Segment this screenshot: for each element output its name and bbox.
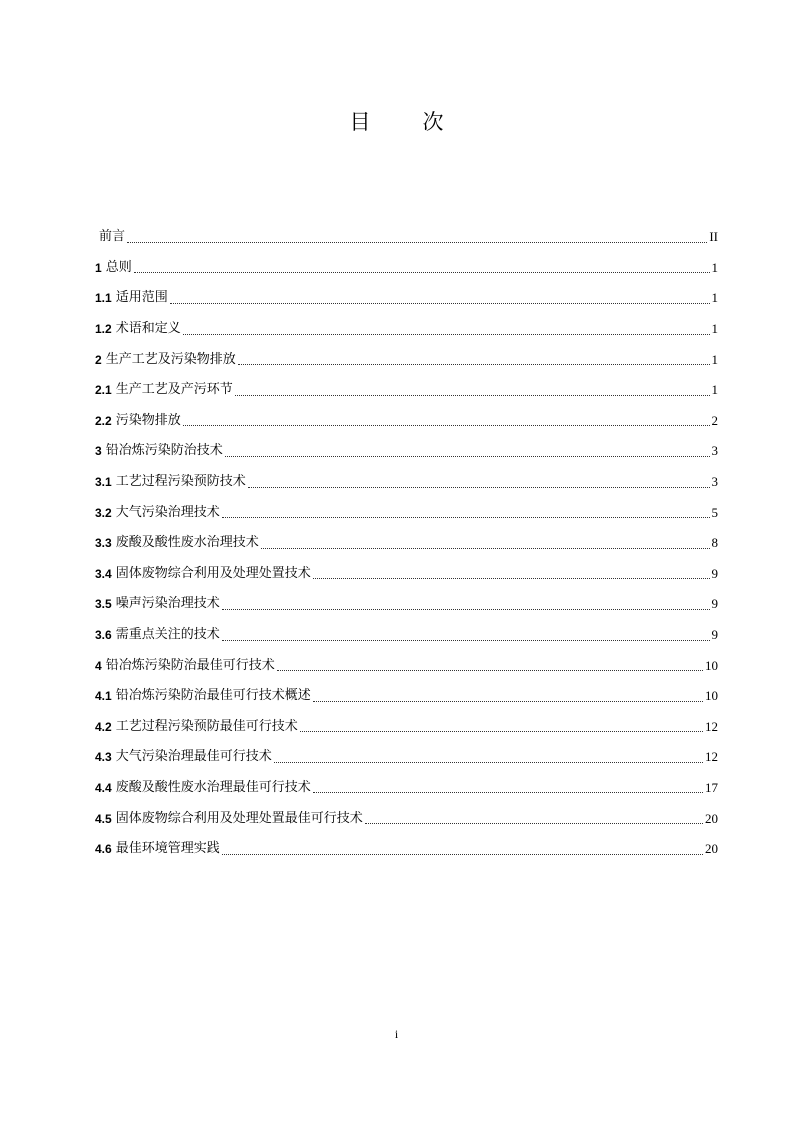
- toc-entry-page: 20: [705, 841, 718, 857]
- toc-dot-leader: [261, 547, 710, 549]
- toc-dot-leader: [134, 271, 710, 273]
- toc-entry-label: 固体废物综合利用及处理处置最佳可行技术: [115, 810, 363, 826]
- toc-entry-page: 17: [705, 779, 718, 795]
- toc-entry-number: 4.1: [95, 689, 112, 704]
- toc-entry[interactable]: [95, 222, 718, 253]
- toc-dot-leader: [274, 761, 703, 763]
- toc-entry-number: 3.1: [95, 475, 112, 490]
- toc-entry-label: 生产工艺及污染物排放: [105, 351, 236, 367]
- toc-dot-leader: [238, 363, 710, 365]
- toc-entry-page: 2: [711, 412, 718, 428]
- toc-entry[interactable]: [95, 375, 718, 406]
- toc-entry-number: 3.5: [95, 597, 112, 612]
- toc-dot-leader: [313, 577, 710, 579]
- toc-entry[interactable]: [95, 742, 718, 773]
- toc-entry-page: 20: [705, 810, 718, 826]
- toc-entry[interactable]: [95, 650, 718, 681]
- toc-entry-number: 1: [95, 260, 102, 275]
- toc-entry-page: 1: [711, 321, 718, 337]
- toc-dot-leader: [313, 700, 703, 702]
- toc-entry-number: 1.1: [95, 291, 112, 306]
- toc-entry[interactable]: [95, 773, 718, 804]
- toc-dot-leader: [222, 639, 710, 641]
- toc-entry-page: 3: [711, 474, 718, 490]
- toc-entry-label: 铅冶炼污染防治最佳可行技术概述: [115, 688, 311, 704]
- toc-entry-label: 大气污染治理最佳可行技术: [115, 749, 272, 765]
- toc-entry-page: 1: [711, 290, 718, 306]
- toc-entry[interactable]: [95, 436, 718, 467]
- toc-entry-number: 4.6: [95, 842, 112, 857]
- toc-entry[interactable]: [95, 314, 718, 345]
- toc-entry-page: 10: [705, 688, 718, 704]
- toc-entry[interactable]: [95, 620, 718, 651]
- toc-dot-leader: [225, 455, 710, 457]
- toc-entry-page: 10: [705, 657, 718, 673]
- toc-entry-number: 4.5: [95, 811, 112, 826]
- toc-entry[interactable]: [95, 253, 718, 284]
- page-title-part2: 次: [422, 110, 444, 134]
- toc-entry-page: 12: [705, 718, 718, 734]
- toc-dot-leader: [222, 853, 703, 855]
- toc-entry-label: 废酸及酸性废水治理最佳可行技术: [115, 779, 311, 795]
- toc-entry[interactable]: [95, 497, 718, 528]
- toc-entry-label: 总则: [105, 259, 132, 275]
- toc-entry[interactable]: [95, 406, 718, 437]
- toc-entry-number: 4: [95, 658, 102, 673]
- toc-dot-leader: [235, 394, 710, 396]
- toc-entry-label: 最佳环境管理实践: [115, 841, 220, 857]
- toc-entry-label: 铅冶炼污染防治最佳可行技术: [105, 657, 275, 673]
- page-title: [0, 108, 793, 136]
- toc-entry-page: 3: [711, 443, 718, 459]
- toc-entry-number: 3.4: [95, 566, 112, 581]
- toc-entry[interactable]: [95, 681, 718, 712]
- toc-dot-leader: [183, 333, 710, 335]
- toc-entry-label: 固体废物综合利用及处理处置技术: [115, 565, 311, 581]
- toc-entry[interactable]: [95, 589, 718, 620]
- toc-dot-leader: [300, 730, 703, 732]
- toc-entry-label: 工艺过程污染预防最佳可行技术: [115, 718, 298, 734]
- toc-entry-page: 9: [711, 596, 718, 612]
- toc-dot-leader: [170, 302, 710, 304]
- toc-entry[interactable]: [95, 528, 718, 559]
- toc-entry[interactable]: [95, 283, 718, 314]
- toc-entry-label: 适用范围: [115, 290, 168, 306]
- toc-entry-page: 8: [711, 535, 718, 551]
- toc-entry-number: 2.1: [95, 383, 112, 398]
- toc-dot-leader: [222, 516, 710, 518]
- toc-entry[interactable]: [95, 834, 718, 865]
- toc-entry-label: 废酸及酸性废水治理技术: [115, 535, 259, 551]
- toc-entry-page: 9: [711, 627, 718, 643]
- toc-entry[interactable]: [95, 467, 718, 498]
- toc-entry-label: 大气污染治理技术: [115, 504, 220, 520]
- toc-entry-page: 1: [711, 382, 718, 398]
- toc-dot-leader: [277, 669, 703, 671]
- toc-entry-label: 铅冶炼污染防治技术: [105, 443, 223, 459]
- toc-entry-number: 2: [95, 352, 102, 367]
- toc-entry-label: 术语和定义: [115, 321, 181, 337]
- toc-dot-leader: [248, 486, 710, 488]
- toc-entry-page: 5: [711, 504, 718, 520]
- toc-entry-page: 1: [711, 351, 718, 367]
- toc-entry-number: 3.3: [95, 536, 112, 551]
- page-title-part1: 目: [349, 110, 371, 134]
- toc-dot-leader: [183, 424, 710, 426]
- toc-entry-label: 生产工艺及产污环节: [115, 382, 233, 398]
- toc-entry-label: 工艺过程污染预防技术: [115, 474, 246, 490]
- toc-entry-page: II: [709, 229, 718, 245]
- toc-entry-number: 1.2: [95, 322, 112, 337]
- toc-entry[interactable]: [95, 712, 718, 743]
- toc-entry-number: 3: [95, 444, 102, 459]
- toc-dot-leader: [222, 608, 710, 610]
- toc-dot-leader: [127, 241, 707, 243]
- toc-entry[interactable]: [95, 559, 718, 590]
- toc-entry-page: 12: [705, 749, 718, 765]
- toc-entry-label: 噪声污染治理技术: [115, 596, 220, 612]
- toc-entry[interactable]: [95, 344, 718, 375]
- table-of-contents: [95, 222, 718, 864]
- toc-entry-label: 需重点关注的技术: [115, 627, 220, 643]
- toc-entry[interactable]: [95, 803, 718, 834]
- toc-entry-number: 4.2: [95, 719, 112, 734]
- toc-entry-number: 2.2: [95, 413, 112, 428]
- toc-entry-number: 4.4: [95, 780, 112, 795]
- toc-entry-label: 污染物排放: [115, 412, 181, 428]
- toc-dot-leader: [365, 822, 703, 824]
- page-number: i: [394, 1027, 399, 1041]
- toc-entry-label: 前言: [99, 229, 126, 245]
- toc-entry-page: 9: [711, 565, 718, 581]
- toc-entry-number: 3.6: [95, 628, 112, 643]
- toc-entry-number: 4.3: [95, 750, 112, 765]
- toc-entry-page: 1: [711, 259, 718, 275]
- toc-entry-number: 3.2: [95, 505, 112, 520]
- toc-dot-leader: [313, 791, 703, 793]
